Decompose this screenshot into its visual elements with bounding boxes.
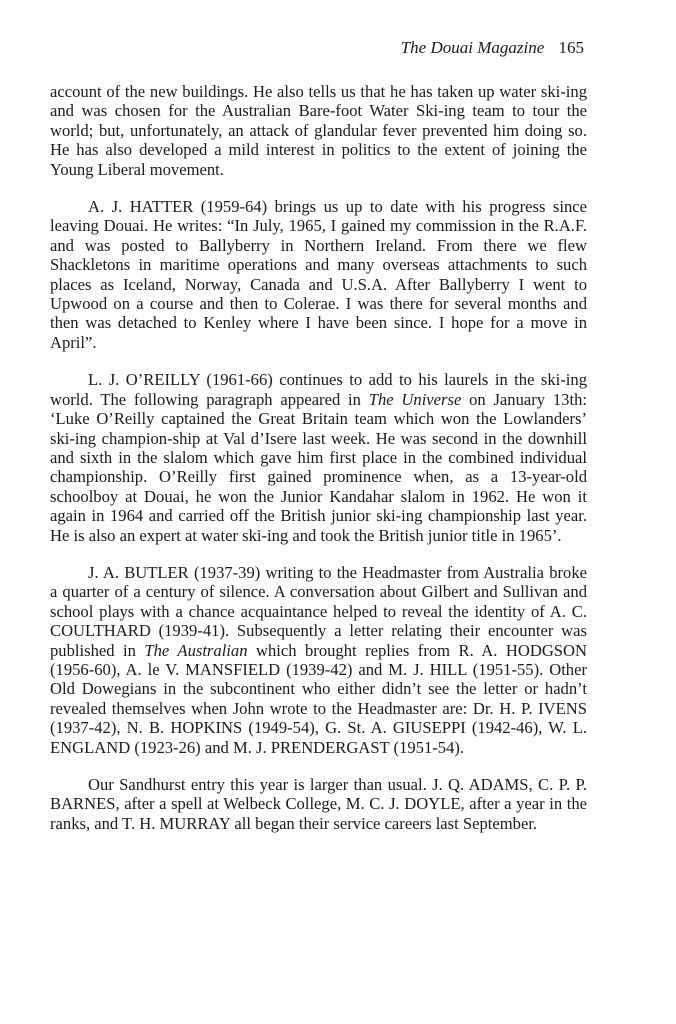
paragraph-text: L. J. O’REILLY (1961-66) continues to add to his laurels in the ski-ing world. The following paragraph appeared in	[50, 370, 587, 409]
paragraph-butler	[50, 563, 587, 757]
paragraph-text: on January 13th: ‘Luke O’Reilly captained the Great Britain team which won the Lowlanders’ ski-ing champion-ship at Val d’Isere last week. He was second in the downhill and sixth in the slalom which gave him first place in the combined individual championship. O’Reilly first gained prominence when, as a 13-year-old schoolboy at Douai, he won the Junior Kandahar slalom in 1962. He won it again in 1964 and carried off the British junior ski-ing championship last year. He is also an expert at water ski-ing and took the British junior title in 1965’.	[50, 389, 587, 545]
paragraph-text: Our Sandhurst entry this year is larger than usual. J. Q. ADAMS, C. P. P. BARNES, after a spell at Welbeck College, M. C. J. DOYLE, after a year in the ranks, and T. H. MURRAY all began their service careers last September.	[50, 775, 587, 833]
paragraph-buildings-continued	[50, 82, 587, 179]
publication-title: The Australian	[144, 640, 248, 660]
paragraph-oreilly	[50, 370, 587, 545]
paragraph-text: which brought replies from R. A. HODGSON (1956-60), A. le V. MANSFIELD (1939-42) and M. J. HILL (1951-55). Other Old Dowegians in the subcontinent who either didn’t see the letter or hadn’t revealed themselves when John wrote to the Headmaster are: Dr. H. P. IVENS (1937-42), N. B. HOPKINS (1949-54), G. St. A. GIUSEPPI (1942-46), W. L. ENGLAND (1923-26) and M. J. PRENDERGAST (1951-54).	[50, 640, 588, 757]
paragraph-hatter	[50, 197, 587, 352]
paragraph-sandhurst	[50, 775, 587, 833]
running-head	[401, 38, 584, 58]
page-number: 165	[558, 38, 584, 57]
publication-title: The Universe	[368, 389, 462, 409]
body-text	[50, 82, 587, 833]
magazine-title: The Douai Magazine	[400, 38, 545, 57]
paragraph-text: J. A. BUTLER (1937-39) writing to the Headmaster from Australia broke a quarter of a century of silence. A conversation about Gilbert and Sullivan and school plays with a chance acquaintance helped to reveal the identity of A. C. COULTHARD (1939-41). Subsequently a letter relating their encounter was published in	[50, 562, 587, 660]
paragraph-text: A. J. HATTER (1959-64) brings us up to date with his progress since leaving Douai. He writes: “In July, 1965, I gained my commission in the R.A.F. and was posted to Ballyberry in Northern Ireland. From there we flew Shackletons in maritime operations and many overseas attachments to such places as Iceland, Norway, Canada and U.S.A. After Ballyberry I went to Upwood on a course and then to Colerae. I was there for several months and then was detached to Kenley where I have been since. I hope for a move in April”.	[50, 197, 587, 352]
paragraph-text: account of the new buildings. He also tells us that he has taken up water ski-ing and was chosen for the Australian Bare-foot Water Ski-ing team to tour the world; but, unfortunately, an attack of glandular fever prevented him doing so. He has also developed a mild interest in politics to the extent of joining the Young Liberal movement.	[50, 82, 587, 179]
